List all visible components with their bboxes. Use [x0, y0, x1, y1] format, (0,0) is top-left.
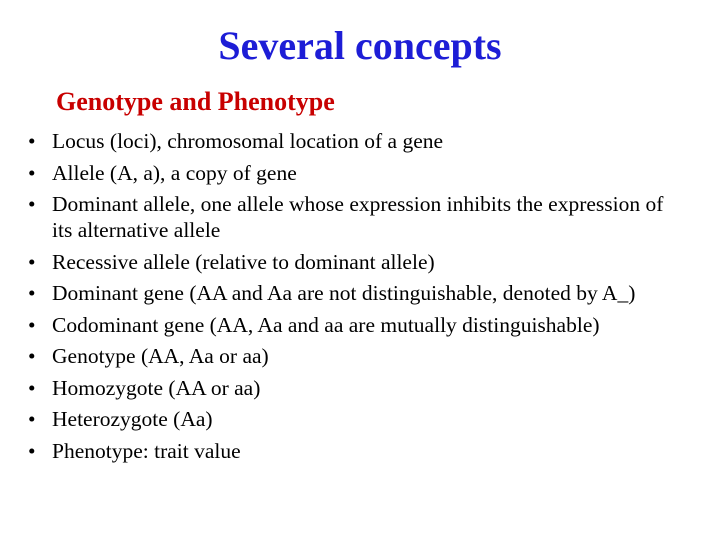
bullet-icon: • — [28, 438, 36, 463]
bullet-item — [28, 343, 678, 369]
bullet-icon: • — [28, 249, 36, 274]
bullet-icon: • — [28, 407, 36, 431]
bullet-icon: • — [28, 281, 36, 305]
bullet-item — [28, 160, 678, 186]
bullet-text: Allele (A, a), a copy of gene — [52, 160, 297, 185]
bullet-text: Genotype (AA, Aa or aa) — [52, 344, 269, 368]
bullet-text: Codominant gene (AA, Aa and aa are mutually distinguishable) — [52, 312, 600, 337]
bullet-text: Homozygote (AA or aa) — [52, 375, 261, 400]
bullet-item — [28, 375, 678, 401]
bullet-text: Phenotype: trait value — [52, 438, 241, 463]
bullet-icon: • — [28, 129, 36, 153]
bullet-icon: • — [28, 192, 36, 216]
bullet-item — [28, 191, 678, 243]
bullet-text: Dominant gene (AA and Aa are not distinguishable, denoted by A_) — [52, 281, 636, 305]
bullet-item — [28, 406, 678, 432]
bullet-text: Heterozygote (Aa) — [52, 407, 213, 431]
bullet-icon: • — [28, 344, 36, 368]
bullet-list — [28, 128, 678, 469]
bullet-text: Recessive allele (relative to dominant allele) — [52, 249, 435, 274]
bullet-icon: • — [28, 312, 36, 337]
slide-subtitle: Genotype and Phenotype — [56, 87, 335, 116]
bullet-item — [28, 438, 678, 464]
bullet-item — [28, 128, 678, 154]
bullet-item — [28, 249, 678, 275]
slide-title: Several concepts — [218, 23, 502, 68]
bullet-icon: • — [28, 375, 36, 400]
bullet-icon: • — [28, 160, 36, 185]
bullet-text: Dominant allele, one allele whose expression inhibits the expression of its alternative allele — [52, 192, 664, 242]
bullet-item — [28, 312, 678, 338]
bullet-text: Locus (loci), chromosomal location of a gene — [52, 129, 444, 153]
bullet-item — [28, 280, 678, 306]
